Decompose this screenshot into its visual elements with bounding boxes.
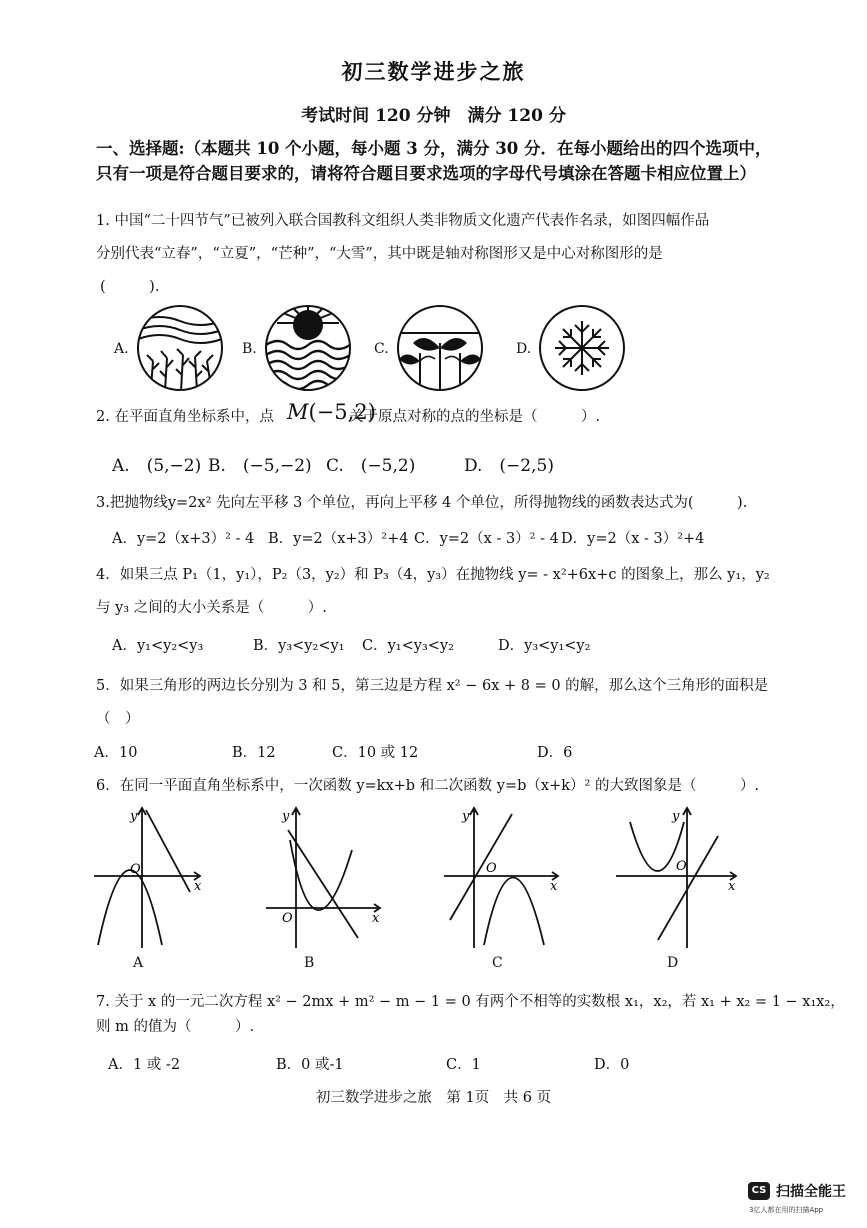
- q6-graph-a-origin-label: O: [130, 862, 141, 877]
- q3-option-a: A．y=2（x+3）² - 4: [112, 531, 255, 547]
- q2-option-c: C. (−5,2): [326, 456, 416, 476]
- q6-graph-d: [612, 800, 742, 950]
- q4-line1: 4．如果三点 P₁（1，y₁），P₂（3，y₂）和 P₃（4，y₃）在抛物线 y= - x²+6x+c 的图象上，那么 y₁，y₂: [96, 567, 770, 583]
- q6-graph-d-caption: D: [667, 955, 679, 971]
- q6-graph-a-x-label: x: [194, 879, 202, 894]
- q6-graph-b-origin-label: O: [282, 911, 293, 926]
- q4-option-c: C．y₁<y₃<y₂: [362, 638, 454, 654]
- q7-option-d: D．0: [594, 1057, 630, 1073]
- q6-graph-b-caption: B: [304, 955, 315, 971]
- q1-line2: 分别代表“立春”，“立夏”，“芒种”，“大雪”，其中既是轴对称图形又是中心对称图形的是: [96, 246, 663, 262]
- camscanner-tagline: 3亿人都在用的扫描App: [749, 1206, 824, 1214]
- q2-option-b: B. (−5,−2): [208, 456, 312, 476]
- q1-option-c-label: C.: [374, 341, 389, 357]
- q6-graph-a-caption: A: [133, 955, 144, 971]
- q6-graph-d-y-label: y: [672, 809, 680, 824]
- camscanner-logo-icon: CS: [748, 1182, 770, 1200]
- q3-option-c: C．y=2（x - 3）² - 4: [414, 531, 559, 547]
- q3-option-d: D．y=2（x - 3）²+4: [561, 531, 705, 547]
- section-heading: 一、选择题:（本题共 10 个小题，每小题 3 分，满分 30 分．在每小题给出的四个选项中，只有一项是符合题目要求的，请将符合题目要求选项的字母代号填涂在答题卡相应位置上）: [96, 139, 772, 183]
- q1-option-b-label: B.: [242, 341, 257, 357]
- q2-option-a: A. (5,−2): [112, 456, 202, 476]
- q4-option-b: B．y₃<y₂<y₁: [253, 638, 345, 654]
- q6-graph-d-origin-label: O: [676, 859, 687, 874]
- q7-option-b: B．0 或-1: [276, 1057, 344, 1073]
- q2-point-name: M: [287, 400, 309, 424]
- q5-line2: （ ）: [96, 711, 140, 727]
- q5-option-b: B．12: [232, 745, 276, 761]
- q6-text: 6．在同一平面直角坐标系中，一次函数 y=kx+b 和二次函数 y=b（x+k）² 的大致图象是（ ）.: [96, 778, 760, 794]
- q7-line1: 7. 关于 x 的一元二次方程 x² − 2mx + m² − m − 1 = 0 有两个不相等的实数根 x₁，x₂，若 x₁ + x₂ = 1 − x₁x₂，: [96, 994, 845, 1010]
- q2-suffix: 关于原点对称的点的坐标是（ ）.: [349, 409, 601, 425]
- q3-option-b: B．y=2（x+3）²+4: [268, 531, 409, 547]
- q6-graph-a: [90, 800, 210, 950]
- q1-line3: ( ).: [100, 279, 160, 295]
- q2-point-coords: (−5,2): [308, 400, 376, 424]
- q2-option-d: D. (−2,5): [464, 456, 554, 476]
- q4-option-a: A．y₁<y₂<y₃: [112, 638, 204, 654]
- solar-term-lichun-figure: [135, 303, 225, 393]
- q7-line2: 则 m 的值为（ ）.: [96, 1019, 255, 1035]
- q6-graph-a-y-label: y: [130, 809, 138, 824]
- page-title: 初三数学进步之旅: [341, 59, 526, 84]
- q1-line1: 1. 中国“二十四节气”已被列入联合国教科文组织人类非物质文化遗产代表作名录，如图四幅作品: [96, 213, 710, 229]
- q6-graph-b: [262, 800, 387, 950]
- q5-line1: 5．如果三角形的两边长分别为 3 和 5，第三边是方程 x² − 6x + 8 = 0 的解，那么这个三角形的面积是: [96, 678, 769, 694]
- q6-graph-c-caption: C: [492, 955, 503, 971]
- q6-graph-c-x-label: x: [550, 879, 558, 894]
- q5-option-c: C．10 或 12: [332, 745, 419, 761]
- q7-option-a: A．1 或 -2: [108, 1057, 181, 1073]
- q1-option-d-label: D.: [516, 341, 532, 357]
- q6-graph-b-y-label: y: [282, 809, 290, 824]
- q4-option-d: D．y₃<y₁<y₂: [498, 638, 591, 654]
- exam-info: 考试时间 120 分钟 满分 120 分: [301, 106, 566, 126]
- q6-graph-c-y-label: y: [462, 809, 470, 824]
- camscanner-name: 扫描全能王: [776, 1184, 846, 1200]
- q4-line2: 与 y₃ 之间的大小关系是（ ）.: [96, 600, 327, 616]
- q6-graph-c-origin-label: O: [486, 861, 497, 876]
- q3-text: 3.把抛物线y=2x² 先向左平移 3 个单位，再向上平移 4 个单位，所得抛物线的函数表达式为( ).: [96, 495, 748, 511]
- solar-term-daxue-figure: [537, 303, 627, 393]
- page-footer: 初三数学进步之旅 第 1页 共 6 页: [315, 1090, 552, 1106]
- q6-graph-c: [440, 800, 565, 950]
- q2-prefix: 2. 在平面直角坐标系中，点: [96, 409, 274, 425]
- q1-option-a-label: A.: [114, 341, 129, 357]
- solar-term-lixia-figure: [263, 303, 353, 393]
- solar-term-mangzhong-figure: [395, 303, 485, 393]
- q7-option-c: C．1: [446, 1057, 481, 1073]
- q5-option-d: D．6: [537, 745, 573, 761]
- q5-option-a: A．10: [94, 745, 138, 761]
- q6-graph-b-x-label: x: [372, 911, 380, 926]
- q6-graph-d-x-label: x: [728, 879, 736, 894]
